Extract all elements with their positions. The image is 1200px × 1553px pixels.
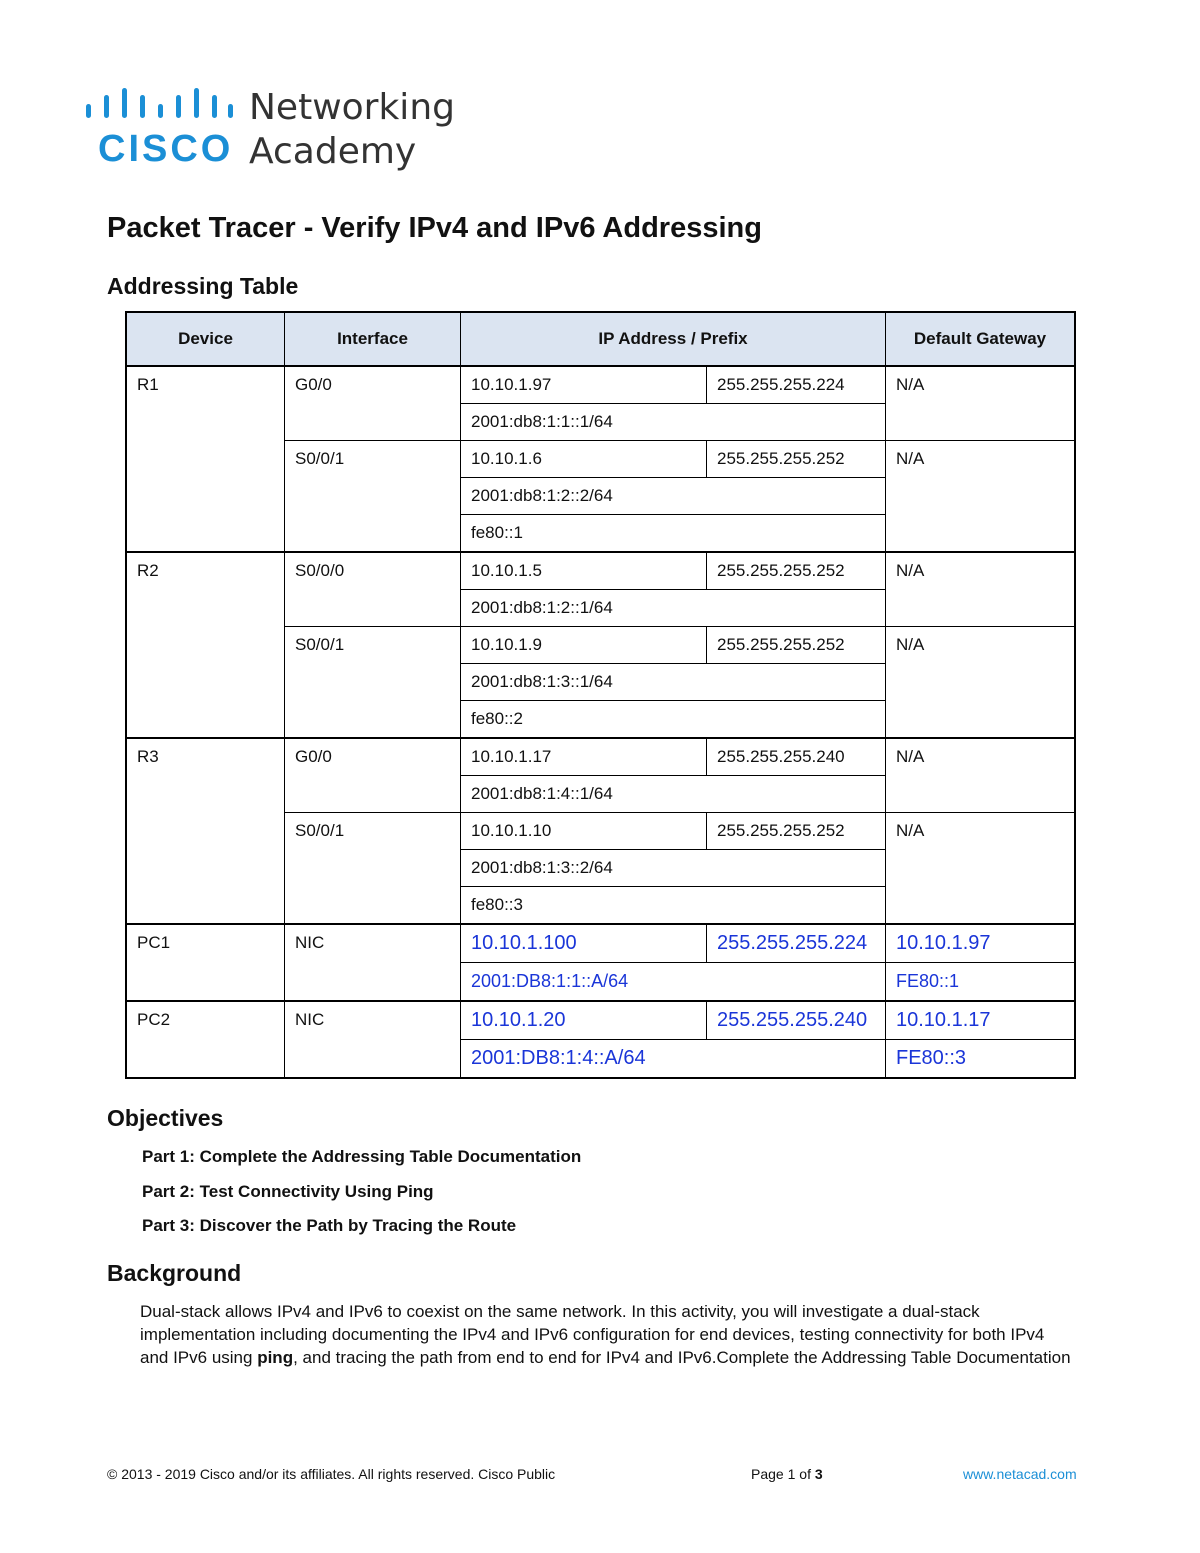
answer-text: 10.10.1.20 (471, 1009, 566, 1031)
answer-text: 10.10.1.100 (471, 932, 577, 954)
objectives-heading: Objectives (107, 1105, 224, 1131)
interface-cell: S0/0/1 (285, 813, 461, 925)
ipv4-address-cell (461, 924, 707, 963)
subnet-mask-cell: 255.255.255.240 (707, 738, 886, 776)
subnet-mask-cell (707, 924, 886, 963)
answer-text: 10.10.1.97 (896, 932, 991, 954)
logo-academy-text: Academy (249, 131, 417, 172)
interface-cell: G0/0 (285, 738, 461, 813)
objective-item: Part 3: Discover the Path by Tracing the Route (142, 1216, 517, 1235)
cisco-networking-academy-logo (84, 86, 484, 186)
addressing-table (125, 311, 1076, 1079)
answer-text: 2001:DB8:1:1::A/64 (471, 971, 629, 991)
footer-copyright: © 2013 - 2019 Cisco and/or its affiliates. All rights reserved. Cisco Public (107, 1466, 556, 1482)
footer-site-link[interactable]: www.netacad.com (963, 1466, 1077, 1482)
ipv6-address-cell (461, 1040, 886, 1079)
ipv4-address-cell: 10.10.1.97 (461, 366, 707, 404)
subnet-mask-cell: 255.255.255.252 (707, 441, 886, 478)
page-of: of (795, 1466, 815, 1482)
subnet-mask-cell: 255.255.255.252 (707, 627, 886, 664)
subnet-mask-cell (707, 1001, 886, 1040)
table-row (126, 738, 1075, 776)
gateway-cell: N/A (886, 552, 1076, 627)
ipv6-address-cell: 2001:db8:1:2::2/64 (461, 478, 886, 515)
ipv4-address-cell: 10.10.1.10 (461, 813, 707, 850)
ipv4-address-cell: 10.10.1.9 (461, 627, 707, 664)
header-device: Device (126, 312, 285, 366)
background-bold-command: ping (257, 1348, 294, 1367)
gateway-cell (886, 963, 1076, 1002)
interface-cell: S0/0/1 (285, 441, 461, 553)
answer-text: 10.10.1.17 (896, 1009, 991, 1031)
objective-item: Part 1: Complete the Addressing Table Documentation (142, 1147, 582, 1166)
answer-text: 255.255.255.224 (717, 932, 868, 954)
table-row (126, 552, 1075, 590)
ipv6-address-cell: 2001:db8:1:3::2/64 (461, 850, 886, 887)
gateway-cell (886, 924, 1076, 963)
gateway-cell (886, 1001, 1076, 1040)
ipv6-address-cell: 2001:db8:1:2::1/64 (461, 590, 886, 627)
gateway-cell: N/A (886, 366, 1076, 441)
ipv6-address-cell: 2001:db8:1:3::1/64 (461, 664, 886, 701)
interface-cell: S0/0/1 (285, 627, 461, 739)
ipv6-address-cell: 2001:db8:1:4::1/64 (461, 776, 886, 813)
gateway-cell: N/A (886, 627, 1076, 739)
interface-cell: NIC (285, 1001, 461, 1078)
interface-cell: G0/0 (285, 366, 461, 441)
background-heading: Background (107, 1260, 242, 1286)
subnet-mask-cell: 255.255.255.224 (707, 366, 886, 404)
addressing-table-heading: Addressing Table (107, 273, 299, 299)
page-title: Packet Tracer - Verify IPv4 and IPv6 Addressing (107, 212, 762, 244)
device-cell: PC1 (126, 924, 285, 1001)
table-header-row (126, 312, 1075, 366)
ipv6-address-cell (461, 963, 886, 1002)
answer-text: FE80::1 (896, 971, 960, 991)
background-text-end: , and tracing the path from end to end for IPv4 and IPv6.Complete the Addressing Table Documentation (293, 1348, 1071, 1367)
cisco-wordmark: CISCO (98, 128, 234, 170)
table-row (126, 366, 1075, 404)
page-prefix: Page (751, 1466, 788, 1482)
subnet-mask-cell: 255.255.255.252 (707, 552, 886, 590)
objectives-list (142, 1146, 581, 1250)
device-cell: R1 (126, 366, 285, 552)
ipv6-address-cell: 2001:db8:1:1::1/64 (461, 404, 886, 441)
gateway-cell (886, 1040, 1076, 1079)
gateway-cell: N/A (886, 813, 1076, 925)
logo-networking-text: Networking (249, 87, 455, 128)
answer-text: FE80::3 (896, 1047, 967, 1069)
footer-page-number (751, 1466, 823, 1482)
gateway-cell: N/A (886, 441, 1076, 553)
objective-item: Part 2: Test Connectivity Using Ping (142, 1181, 434, 1201)
page-current: 1 (787, 1466, 796, 1482)
header-interface: Interface (285, 312, 461, 366)
interface-cell: NIC (285, 924, 461, 1001)
ipv4-address-cell (461, 1001, 707, 1040)
background-paragraph (140, 1300, 1075, 1369)
device-cell: PC2 (126, 1001, 285, 1078)
header-default-gateway: Default Gateway (886, 312, 1076, 366)
interface-cell: S0/0/0 (285, 552, 461, 627)
answer-text: 255.255.255.240 (717, 1009, 868, 1031)
device-cell: R3 (126, 738, 285, 924)
link-local-address-cell: fe80::1 (461, 515, 886, 553)
link-local-address-cell: fe80::3 (461, 887, 886, 925)
table-row (126, 1001, 1075, 1040)
ipv4-address-cell: 10.10.1.5 (461, 552, 707, 590)
answer-text: 2001:DB8:1:4::A/64 (471, 1047, 646, 1069)
link-local-address-cell: fe80::2 (461, 701, 886, 739)
header-ip-address-prefix: IP Address / Prefix (461, 312, 886, 366)
device-cell: R2 (126, 552, 285, 738)
background-text-start: Dual-stack allows IPv4 and IPv6 to coexist on the same network. In this activity, you will investigate a dual-stack implementation including documenting the IPv4 and IPv6 configuration for end devices, testing connectivity for both IPv4 and IPv6 using (140, 1302, 1045, 1367)
page-total: 3 (814, 1466, 823, 1482)
subnet-mask-cell: 255.255.255.252 (707, 813, 886, 850)
table-row (126, 924, 1075, 963)
gateway-cell: N/A (886, 738, 1076, 813)
ipv4-address-cell: 10.10.1.6 (461, 441, 707, 478)
cisco-bars-icon (84, 86, 234, 126)
ipv4-address-cell: 10.10.1.17 (461, 738, 707, 776)
